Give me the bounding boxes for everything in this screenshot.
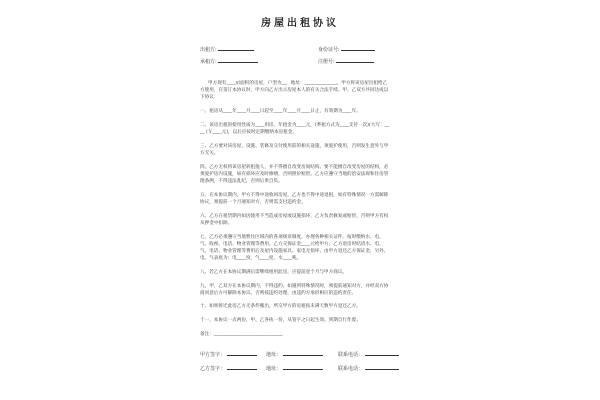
clause-7: 七、乙方必须遵守当地暂住区域内的各项规章制度。办理各种相关证件，按时缴纳水、电、气、收视、电话、物业管理等费用。乙方交保证金____元给甲方，乙方退房时结清水、电、气、电话、物业管理等费用后及屋内设施家具、家电无损坏，由甲方退还乙方保证金，另外，电、气表底为：电____度，气____度，水____吨。 <box>200 234 389 262</box>
clause-9: 九、甲、乙双方在本协议期内，不得违约。如遇到特殊情况时，须提前通知对方，并经双方协商同意后方可解除本协议。否则按违约处理，由违约方承担相应的违约责任。 <box>200 283 389 296</box>
clause-1: 一、租房从____年____月____日起至____年____月____日止，有效期为____年。 <box>200 109 361 115</box>
clause-remarks: 备注：______________________________ <box>200 331 283 337</box>
lessor-sign-field <box>200 350 257 359</box>
lessee-id-label: 注册号: <box>318 59 335 65</box>
lessee-address-field <box>266 364 323 373</box>
lessor-field <box>200 45 254 54</box>
lessee-blank <box>218 57 258 63</box>
lessor-address-blank <box>283 350 323 356</box>
lessee-sign-label: 乙方签字： <box>200 366 226 372</box>
lessee-address-blank <box>283 364 323 370</box>
document-title: 房屋出租协议 <box>261 18 339 29</box>
lessee-address-label: 地址： <box>266 366 282 372</box>
lessor-sign-label: 甲方签字： <box>200 352 226 358</box>
lessee-phone-blank <box>365 364 399 370</box>
lessor-address-label: 地址： <box>266 352 282 358</box>
lessee-id-field <box>318 57 374 66</box>
lessee-field <box>200 57 258 66</box>
clause-intro: 甲方现有____㎡面积的房屋，户型为__，地址：______________。甲方将该房屋出租给乙方使用，在签订本协议时，甲方向乙方出示房屋本人的有关合法手续。甲、乙双方共同达成以下协议： <box>200 81 389 101</box>
clause-6: 六、乙方在租赁期内如因使用不当造成房屋或设施损坏，乙方负责修复或赔偿，否则甲方有权从押金中扣除。 <box>200 213 389 226</box>
clause-5: 五、在本协议期内，甲方不得中途收回房屋，乙方也不得中途退租，如有特殊情况一方需解除协议，须提前一个月通知对方，否则需支付违约金。 <box>200 192 389 205</box>
lessor-label: 出租方: <box>200 47 217 53</box>
clause-10: 十、如果拆迁此房乙方无条件搬出，所交甲方的房租按未满天数甲方退还乙方。 <box>200 304 361 310</box>
lessee-sign-field <box>200 364 257 373</box>
clause-4: 四、乙方无权将该房屋转租他人，并不得擅自改变房间结构。要不能擅自改变房屋的结构，必须爱护房内设施，如有损坏应及时修缮，否则照价赔偿。乙方应遵守当地的治安法规和住房管理条例，不得违法乱纪，否则后果自负。 <box>200 164 389 185</box>
lessee-phone-field <box>338 364 399 373</box>
lessor-blank <box>218 45 254 51</box>
lessor-phone-blank <box>365 350 399 356</box>
clause-2: 二、该房出租的使用性质为____用房，年租金为____元，(季租方式为____支付一次)(大写：____ (￥____元)，以后应按时定期缴纳本房租金。 <box>200 122 390 136</box>
lessee-id-blank <box>336 57 374 63</box>
lessee-phone-label: 联系电话： <box>338 366 364 372</box>
lessor-phone-field <box>338 350 399 359</box>
lessee-sign-blank <box>227 364 257 370</box>
lessor-sign-blank <box>227 350 257 356</box>
lessor-id-blank <box>341 45 375 51</box>
lessor-phone-label: 联系电话： <box>338 352 364 358</box>
lessee-label: 承租方: <box>200 59 217 65</box>
lessor-address-field <box>266 350 323 359</box>
clause-3: 三、乙方要对该房屋、设施、装修及交付使用前的相关设施，须爱护使用，否则发生意外与甲方无关。 <box>200 143 389 156</box>
lessor-id-label: 身份证号: <box>318 47 340 53</box>
clauses-body <box>200 80 390 345</box>
clause-8: 八、若乙方在本协议期满后需继续租用此房，应提前壹个月与甲方商议。 <box>200 269 348 275</box>
lessor-id-field <box>318 45 375 54</box>
clause-11: 十一、本协议一式两份，甲、乙各执一份，从签字之日起生效。到期自行作废。 <box>200 318 361 324</box>
